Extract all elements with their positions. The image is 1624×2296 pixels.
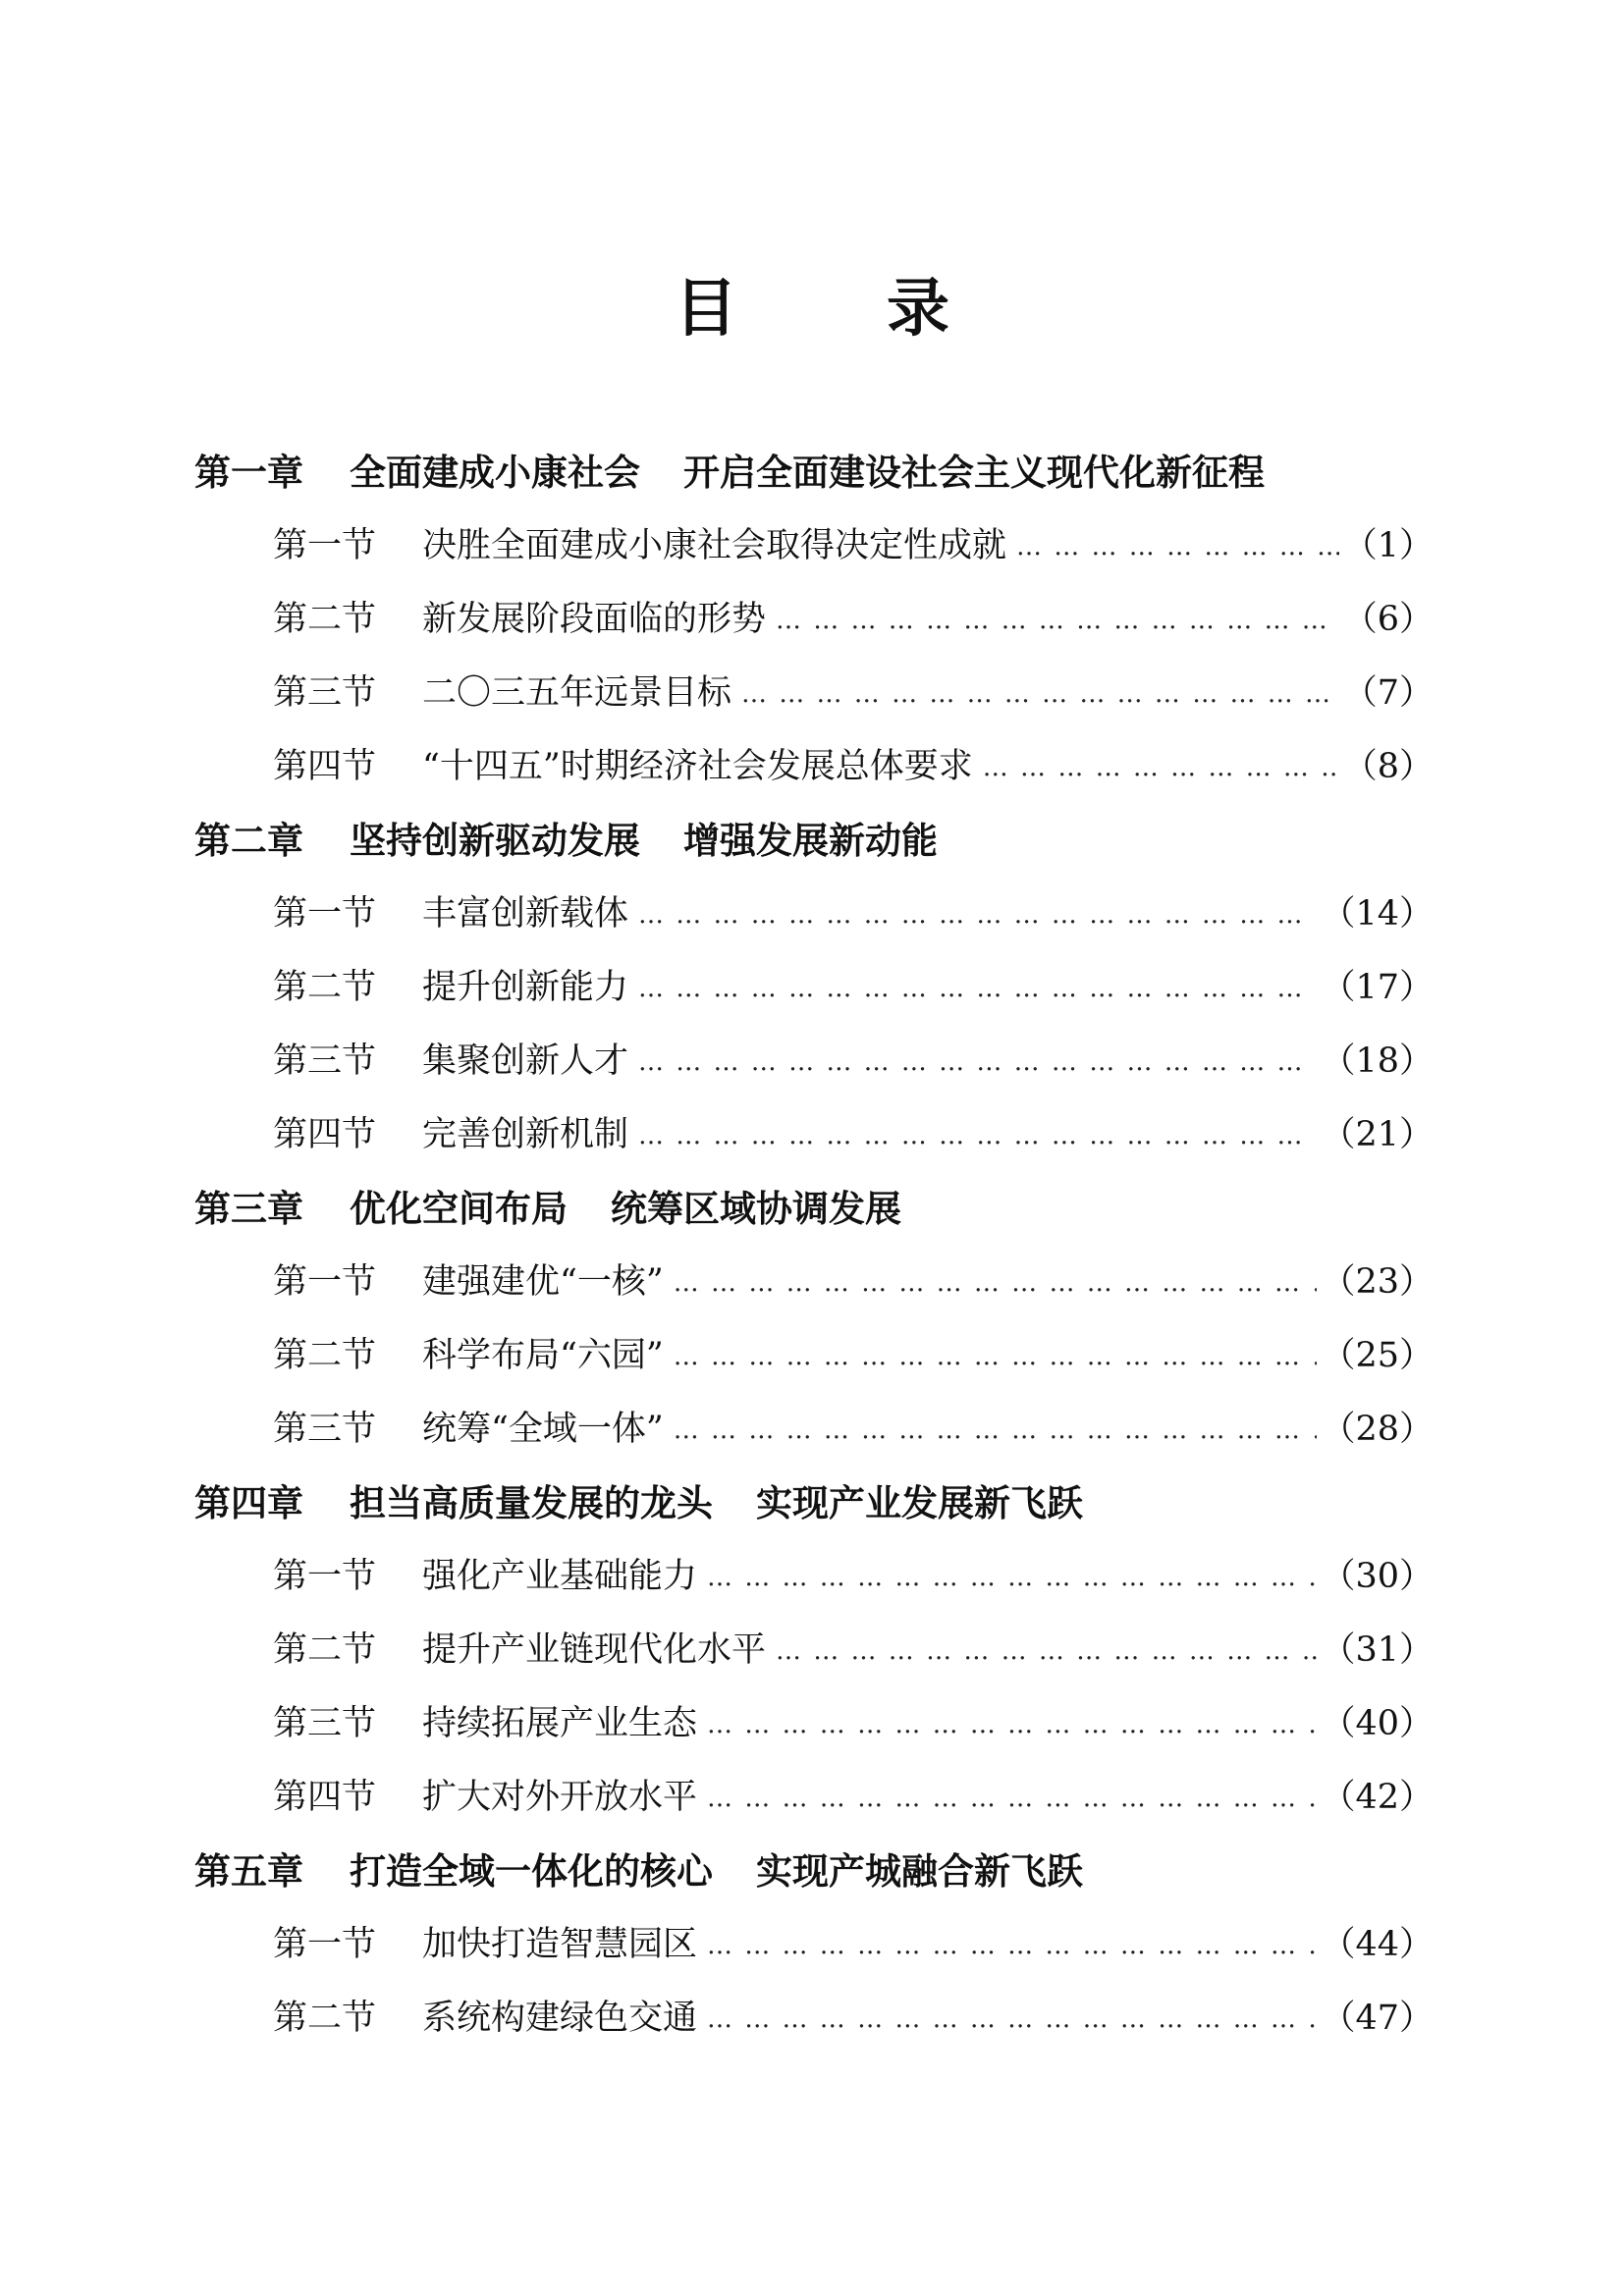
page-number: （30） — [1321, 1556, 1434, 1596]
chapter-subtitle: 增强发展新动能 — [683, 818, 938, 862]
chapter-number: 第二章 — [194, 818, 303, 862]
dot-leader — [707, 1784, 1317, 1813]
section-number: 第一节 — [273, 1924, 377, 1964]
table-of-contents — [194, 432, 1434, 2052]
chapter-title: 优化空间布局 — [350, 1186, 568, 1230]
dot-leader — [674, 1268, 1318, 1298]
page-number: （44） — [1321, 1924, 1434, 1964]
page-number: （21） — [1321, 1114, 1434, 1154]
section-title: 提升产业链现代化水平 — [422, 1629, 767, 1670]
dot-leader — [674, 1415, 1318, 1445]
page-number: （8） — [1342, 746, 1434, 786]
page-number: （47） — [1321, 1998, 1434, 2038]
dot-leader — [707, 1931, 1317, 1960]
page-number: （1） — [1342, 525, 1434, 565]
section-number: 第一节 — [273, 525, 377, 565]
section-number: 第四节 — [273, 746, 377, 786]
section-number: 第三节 — [273, 1409, 377, 1449]
section-title: 提升创新能力 — [422, 967, 629, 1007]
section-title: 决胜全面建成小康社会取得决定性成就 — [422, 525, 1007, 565]
section-title: 系统构建绿色交通 — [422, 1998, 698, 2038]
chapter-number: 第一章 — [194, 450, 303, 494]
page-title — [0, 270, 1624, 348]
section-title: 加快打造智慧园区 — [422, 1924, 698, 1964]
dot-leader — [707, 2004, 1317, 2034]
toc-section[interactable] — [194, 1610, 1434, 1683]
section-number: 第二节 — [273, 1335, 377, 1375]
toc-section[interactable] — [194, 1757, 1434, 1831]
chapter-title: 担当高质量发展的龙头 — [350, 1480, 713, 1524]
dot-leader — [638, 1047, 1317, 1077]
section-title: 新发展阶段面临的形势 — [422, 599, 767, 639]
chapter-subtitle: 统筹区域协调发展 — [611, 1186, 901, 1230]
section-number: 第三节 — [273, 672, 377, 713]
section-title: 二〇三五年远景目标 — [422, 672, 732, 713]
toc-section[interactable] — [194, 726, 1434, 800]
dot-leader — [983, 753, 1339, 782]
toc-section[interactable] — [194, 1978, 1434, 2052]
section-title: 持续拓展产业生态 — [422, 1703, 698, 1743]
toc-section[interactable] — [194, 506, 1434, 579]
chapter-title: 坚持创新驱动发展 — [350, 818, 640, 862]
dot-leader — [638, 974, 1317, 1003]
section-title: 扩大对外开放水平 — [422, 1777, 698, 1817]
toc-chapter[interactable] — [194, 432, 1434, 506]
section-title: 完善创新机制 — [422, 1114, 629, 1154]
chapter-title: 全面建成小康社会 — [350, 450, 640, 494]
page-number: （31） — [1321, 1629, 1434, 1670]
page-number: （7） — [1342, 672, 1434, 713]
chapter-title: 打造全域一体化的核心 — [350, 1848, 713, 1893]
dot-leader — [1016, 532, 1339, 561]
toc-chapter[interactable] — [194, 800, 1434, 874]
dot-leader — [638, 900, 1317, 930]
page-number: （18） — [1321, 1041, 1434, 1081]
page-number: （14） — [1321, 893, 1434, 934]
section-number: 第二节 — [273, 967, 377, 1007]
dot-leader — [674, 1342, 1318, 1371]
chapter-subtitle: 实现产城融合新飞跃 — [756, 1848, 1083, 1893]
toc-chapter[interactable] — [194, 1831, 1434, 1904]
dot-leader — [707, 1563, 1317, 1592]
toc-section[interactable] — [194, 579, 1434, 653]
section-title: 集聚创新人才 — [422, 1041, 629, 1081]
dot-leader — [776, 606, 1339, 635]
section-number: 第一节 — [273, 1261, 377, 1302]
chapter-subtitle: 实现产业发展新飞跃 — [756, 1480, 1083, 1524]
page-number: （40） — [1321, 1703, 1434, 1743]
dot-leader — [776, 1636, 1317, 1666]
section-number: 第一节 — [273, 893, 377, 934]
chapter-subtitle: 开启全面建设社会主义现代化新征程 — [683, 450, 1265, 494]
toc-section[interactable] — [194, 1904, 1434, 1978]
section-number: 第四节 — [273, 1114, 377, 1154]
toc-section[interactable] — [194, 1021, 1434, 1095]
dot-leader — [707, 1710, 1317, 1739]
section-number: 第一节 — [273, 1556, 377, 1596]
toc-section[interactable] — [194, 1242, 1434, 1315]
toc-section[interactable] — [194, 1536, 1434, 1610]
section-title: 丰富创新载体 — [422, 893, 629, 934]
chapter-number: 第五章 — [194, 1848, 303, 1893]
section-title: 强化产业基础能力 — [422, 1556, 698, 1596]
section-title: 建强建优“一核” — [422, 1261, 664, 1302]
page-number: （23） — [1321, 1261, 1434, 1302]
dot-leader — [638, 1121, 1317, 1150]
chapter-number: 第三章 — [194, 1186, 303, 1230]
section-number: 第二节 — [273, 1629, 377, 1670]
section-title: “十四五”时期经济社会发展总体要求 — [422, 746, 973, 786]
chapter-number: 第四章 — [194, 1480, 303, 1524]
toc-section[interactable] — [194, 1315, 1434, 1389]
toc-chapter[interactable] — [194, 1168, 1434, 1242]
page-number: （6） — [1342, 599, 1434, 639]
page-title-char: 录 — [887, 272, 949, 346]
section-number: 第四节 — [273, 1777, 377, 1817]
toc-section[interactable] — [194, 1389, 1434, 1463]
section-title: 科学布局“六园” — [422, 1335, 664, 1375]
section-number: 第三节 — [273, 1703, 377, 1743]
page-number: （17） — [1321, 967, 1434, 1007]
section-title: 统筹“全域一体” — [422, 1409, 664, 1449]
page-number: （28） — [1321, 1409, 1434, 1449]
dot-leader — [741, 679, 1339, 709]
section-number: 第二节 — [273, 599, 377, 639]
section-number: 第三节 — [273, 1041, 377, 1081]
section-number: 第二节 — [273, 1998, 377, 2038]
toc-section[interactable] — [194, 653, 1434, 726]
page-title-char: 目 — [675, 272, 737, 346]
toc-section[interactable] — [194, 874, 1434, 947]
toc-section[interactable] — [194, 947, 1434, 1021]
toc-section[interactable] — [194, 1683, 1434, 1757]
toc-section[interactable] — [194, 1095, 1434, 1168]
page-number: （42） — [1321, 1777, 1434, 1817]
toc-chapter[interactable] — [194, 1463, 1434, 1536]
page-number: （25） — [1321, 1335, 1434, 1375]
